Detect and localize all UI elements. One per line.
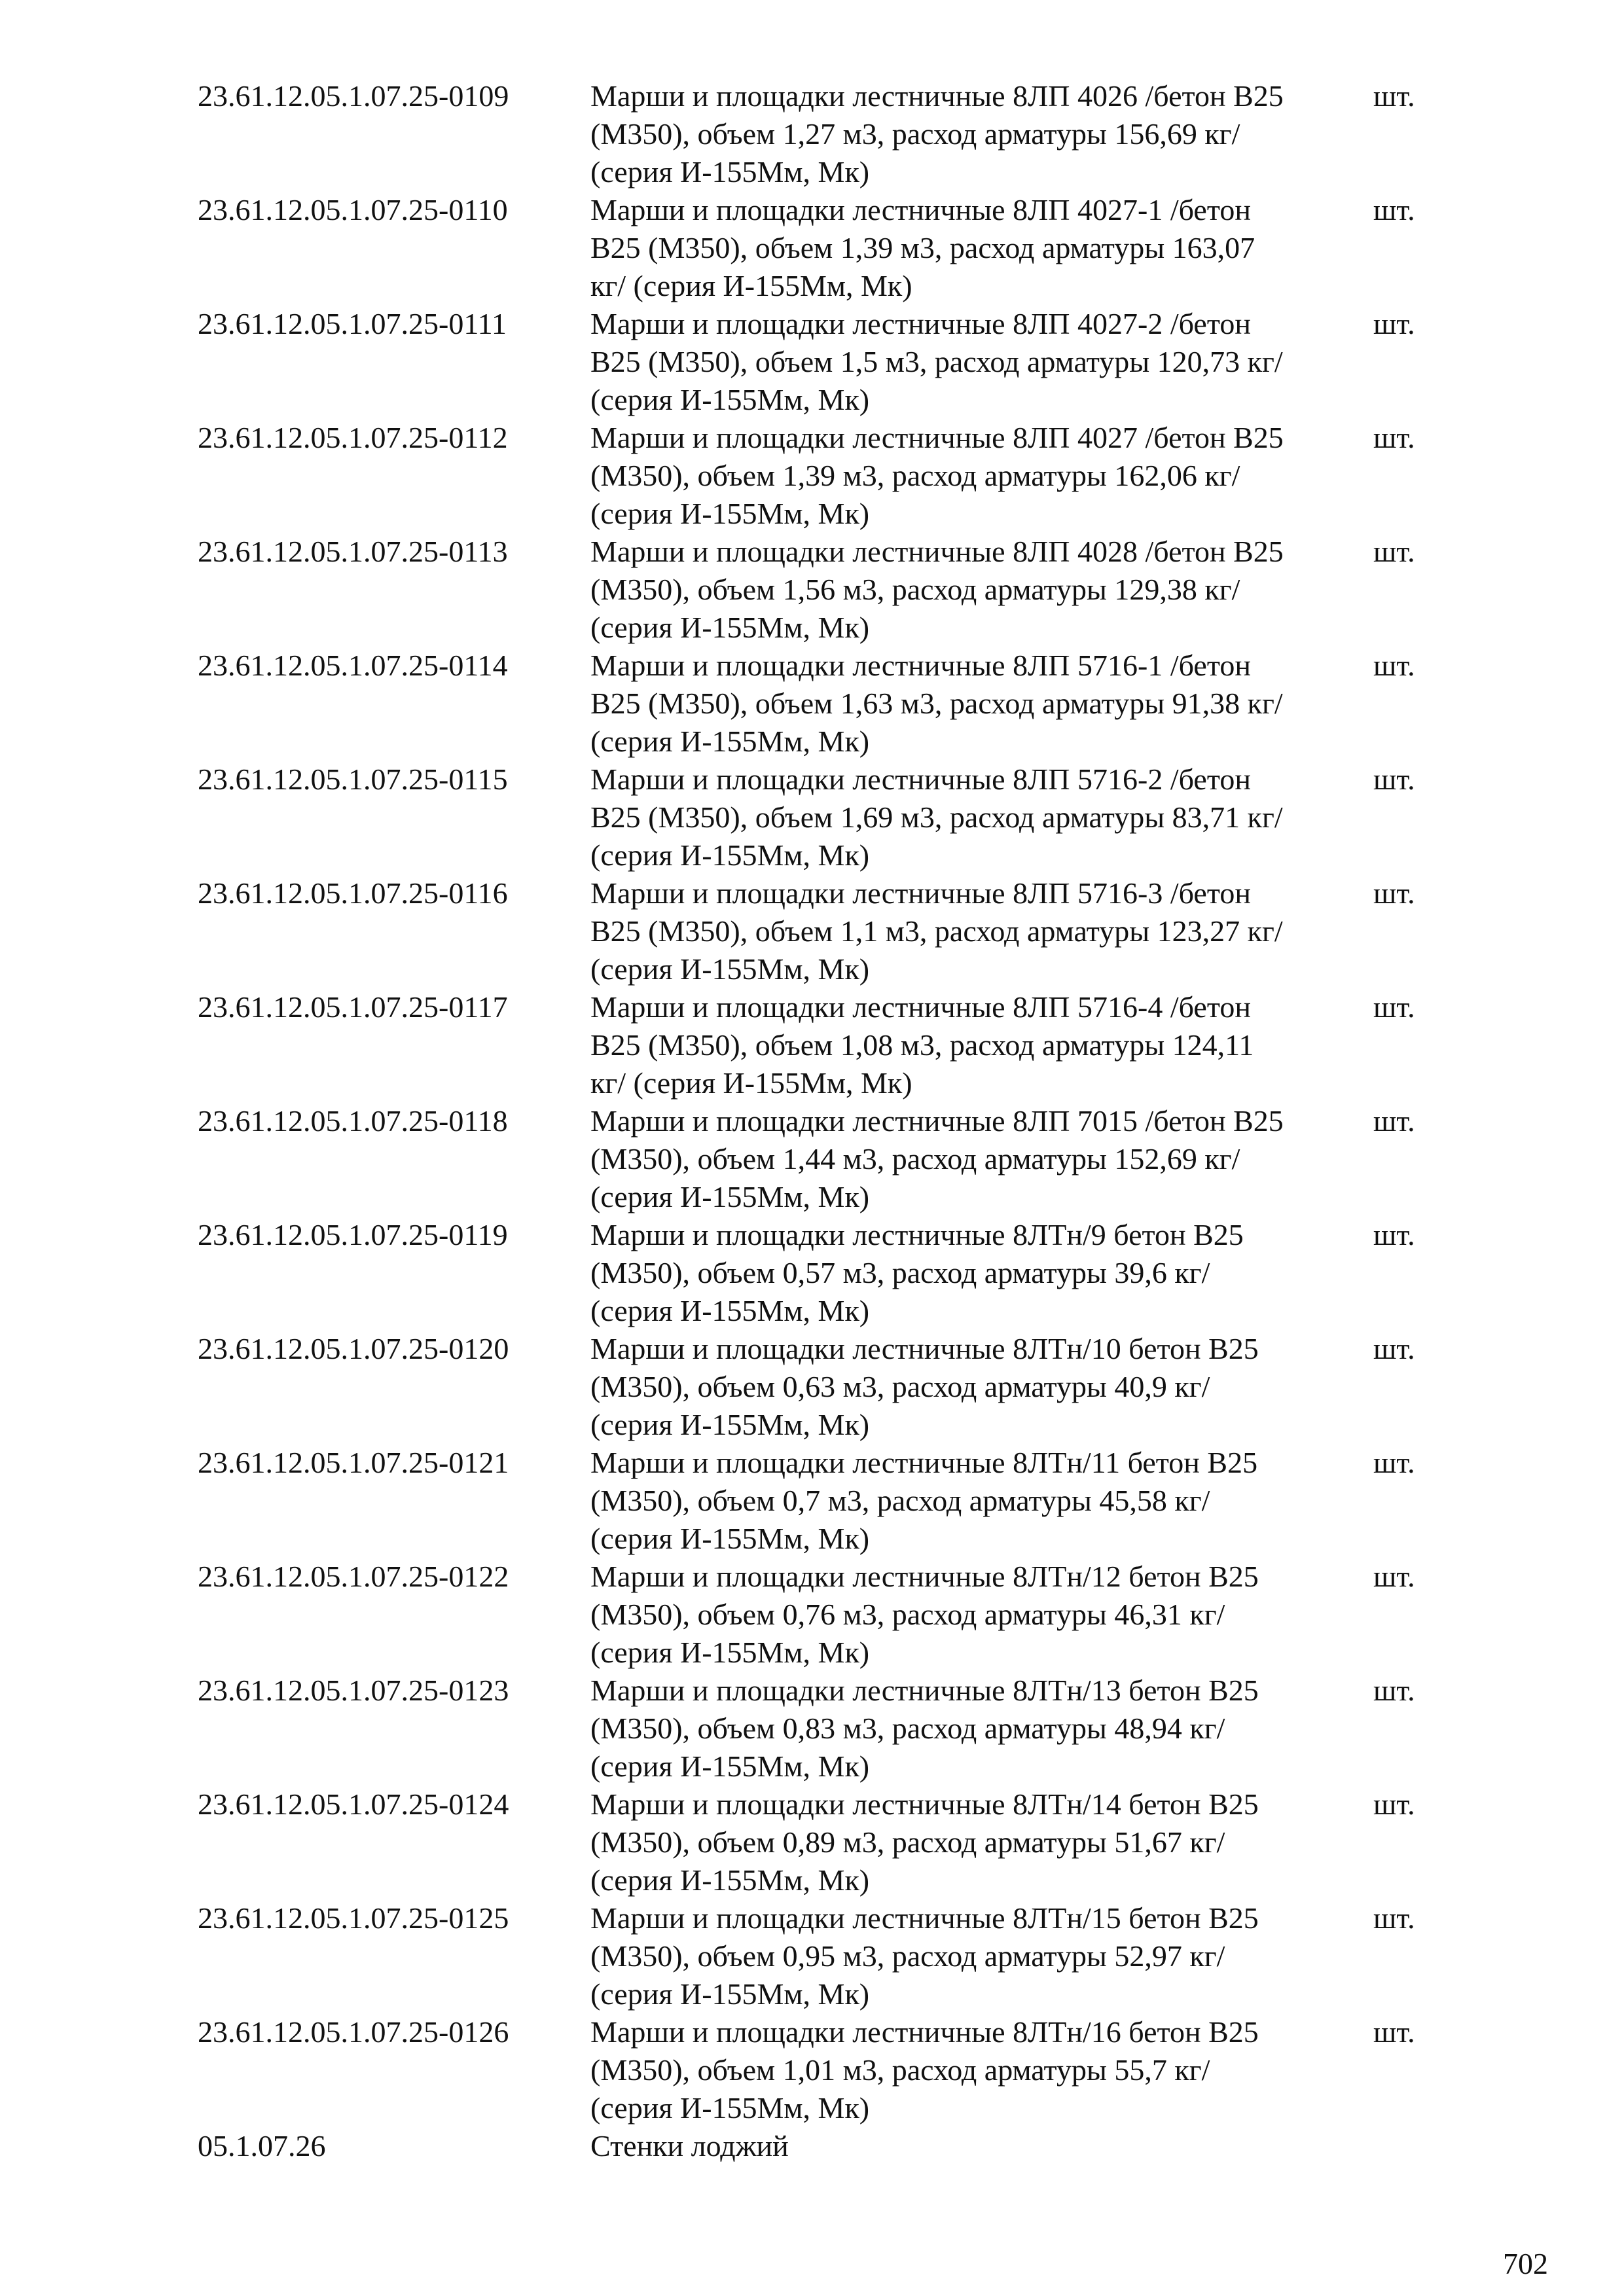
table-row: [198, 1672, 1441, 1785]
item-description: Марши и площадки лестничные 8ЛП 4026 /бетон В25 (М350), объем 1,27 м3, расход арматуры 156,69 кг/ (серия И-155Мм, Мк): [590, 79, 1284, 188]
table-row: [198, 419, 1441, 533]
item-unit: шт.: [1373, 1787, 1415, 1821]
item-description: Марши и площадки лестничные 8ЛП 4027-1 /бетон В25 (М350), объем 1,39 м3, расход арматуры 163,07 кг/ (серия И-155Мм, Мк): [590, 193, 1255, 302]
item-code: 23.61.12.05.1.07.25-0113: [198, 535, 508, 568]
table-row: [198, 1899, 1441, 2013]
table-row: [198, 77, 1441, 191]
item-unit: шт.: [1373, 79, 1415, 113]
table-row: [198, 191, 1441, 305]
table-row: [198, 533, 1441, 647]
item-description: Марши и площадки лестничные 8ЛП 5716-3 /бетон В25 (М350), объем 1,1 м3, расход арматуры 123,27 кг/ (серия И-155Мм, Мк): [590, 876, 1283, 986]
table-row: [198, 1558, 1441, 1672]
item-description: Марши и площадки лестничные 8ЛП 4027-2 /бетон В25 (М350), объем 1,5 м3, расход арматуры 120,73 кг/ (серия И-155Мм, Мк): [590, 307, 1283, 416]
item-unit: шт.: [1373, 990, 1415, 1024]
item-code: 23.61.12.05.1.07.25-0117: [198, 990, 508, 1024]
item-unit: шт.: [1373, 1218, 1415, 1251]
item-description: Марши и площадки лестничные 8ЛП 5716-2 /бетон В25 (М350), объем 1,69 м3, расход арматуры 83,71 кг/ (серия И-155Мм, Мк): [590, 762, 1283, 872]
item-code: 23.61.12.05.1.07.25-0123: [198, 1674, 509, 1707]
item-description: Марши и площадки лестничные 8ЛТн/12 бетон В25 (М350), объем 0,76 м3, расход арматуры 46,31 кг/ (серия И-155Мм, Мк): [590, 1560, 1259, 1669]
item-unit: шт.: [1373, 535, 1415, 568]
table-row: [198, 647, 1441, 761]
table-row: [198, 1330, 1441, 1444]
item-description: Марши и площадки лестничные 8ЛП 5716-4 /бетон В25 (М350), объем 1,08 м3, расход арматуры 124,11 кг/ (серия И-155Мм, Мк): [590, 990, 1254, 1100]
item-code: 23.61.12.05.1.07.25-0116: [198, 876, 508, 910]
item-unit: шт.: [1373, 762, 1415, 796]
section-heading-row: [198, 2127, 1441, 2165]
item-code: 23.61.12.05.1.07.25-0119: [198, 1218, 508, 1251]
item-code: 23.61.12.05.1.07.25-0120: [198, 1332, 509, 1365]
section-code: 05.1.07.26: [198, 2129, 326, 2162]
item-code: 23.61.12.05.1.07.25-0115: [198, 762, 508, 796]
table-row: [198, 761, 1441, 874]
item-description: Марши и площадки лестничные 8ЛП 5716-1 /бетон В25 (М350), объем 1,63 м3, расход арматуры 91,38 кг/ (серия И-155Мм, Мк): [590, 649, 1283, 758]
table-row: [198, 1785, 1441, 1899]
item-code: 23.61.12.05.1.07.25-0126: [198, 2015, 509, 2049]
item-unit: шт.: [1373, 1332, 1415, 1365]
item-code: 23.61.12.05.1.07.25-0111: [198, 307, 507, 340]
item-description: Марши и площадки лестничные 8ЛТн/14 бетон В25 (М350), объем 0,89 м3, расход арматуры 51,67 кг/ (серия И-155Мм, Мк): [590, 1787, 1259, 1897]
table-row: [198, 305, 1441, 419]
item-unit: шт.: [1373, 1446, 1415, 1479]
item-unit: шт.: [1373, 1674, 1415, 1707]
item-code: 23.61.12.05.1.07.25-0112: [198, 421, 508, 454]
item-unit: шт.: [1373, 649, 1415, 682]
item-description: Марши и площадки лестничные 8ЛТн/13 бетон В25 (М350), объем 0,83 м3, расход арматуры 48,94 кг/ (серия И-155Мм, Мк): [590, 1674, 1259, 1783]
item-code: 23.61.12.05.1.07.25-0121: [198, 1446, 509, 1479]
item-unit: шт.: [1373, 1560, 1415, 1593]
table-row: [198, 2013, 1441, 2127]
table-row: [198, 874, 1441, 988]
item-unit: шт.: [1373, 193, 1415, 226]
item-code: 23.61.12.05.1.07.25-0124: [198, 1787, 509, 1821]
item-unit: шт.: [1373, 2015, 1415, 2049]
item-code: 23.61.12.05.1.07.25-0114: [198, 649, 508, 682]
item-unit: шт.: [1373, 307, 1415, 340]
item-description: Марши и площадки лестничные 8ЛП 4027 /бетон В25 (М350), объем 1,39 м3, расход арматуры 162,06 кг/ (серия И-155Мм, Мк): [590, 421, 1284, 530]
section-title: Стенки лоджий: [590, 2129, 789, 2162]
item-code: 23.61.12.05.1.07.25-0110: [198, 193, 508, 226]
table-row: [198, 1444, 1441, 1558]
table-row: [198, 1216, 1441, 1330]
item-unit: шт.: [1373, 1901, 1415, 1935]
item-code: 23.61.12.05.1.07.25-0109: [198, 79, 509, 113]
price-list-table: [198, 77, 1441, 2165]
item-unit: шт.: [1373, 1104, 1415, 1138]
table-row: [198, 1102, 1441, 1216]
item-description: Марши и площадки лестничные 8ЛТн/10 бетон В25 (М350), объем 0,63 м3, расход арматуры 40,9 кг/ (серия И-155Мм, Мк): [590, 1332, 1259, 1441]
item-description: Марши и площадки лестничные 8ЛТн/15 бетон В25 (М350), объем 0,95 м3, расход арматуры 52,97 кг/ (серия И-155Мм, Мк): [590, 1901, 1259, 2011]
page-number: 702: [1503, 2247, 1548, 2280]
item-description: Марши и площадки лестничные 8ЛП 4028 /бетон В25 (М350), объем 1,56 м3, расход арматуры 129,38 кг/ (серия И-155Мм, Мк): [590, 535, 1284, 644]
item-description: Марши и площадки лестничные 8ЛТн/11 бетон В25 (М350), объем 0,7 м3, расход арматуры 45,58 кг/ (серия И-155Мм, Мк): [590, 1446, 1258, 1555]
table-row: [198, 988, 1441, 1102]
item-code: 23.61.12.05.1.07.25-0122: [198, 1560, 509, 1593]
item-unit: шт.: [1373, 876, 1415, 910]
item-description: Марши и площадки лестничные 8ЛТн/16 бетон В25 (М350), объем 1,01 м3, расход арматуры 55,7 кг/ (серия И-155Мм, Мк): [590, 2015, 1259, 2125]
item-description: Марши и площадки лестничные 8ЛТн/9 бетон В25 (М350), объем 0,57 м3, расход арматуры 39,6 кг/ (серия И-155Мм, Мк): [590, 1218, 1244, 1327]
item-unit: шт.: [1373, 421, 1415, 454]
item-description: Марши и площадки лестничные 8ЛП 7015 /бетон В25 (М350), объем 1,44 м3, расход арматуры 152,69 кг/ (серия И-155Мм, Мк): [590, 1104, 1284, 1213]
item-code: 23.61.12.05.1.07.25-0125: [198, 1901, 509, 1935]
item-code: 23.61.12.05.1.07.25-0118: [198, 1104, 508, 1138]
